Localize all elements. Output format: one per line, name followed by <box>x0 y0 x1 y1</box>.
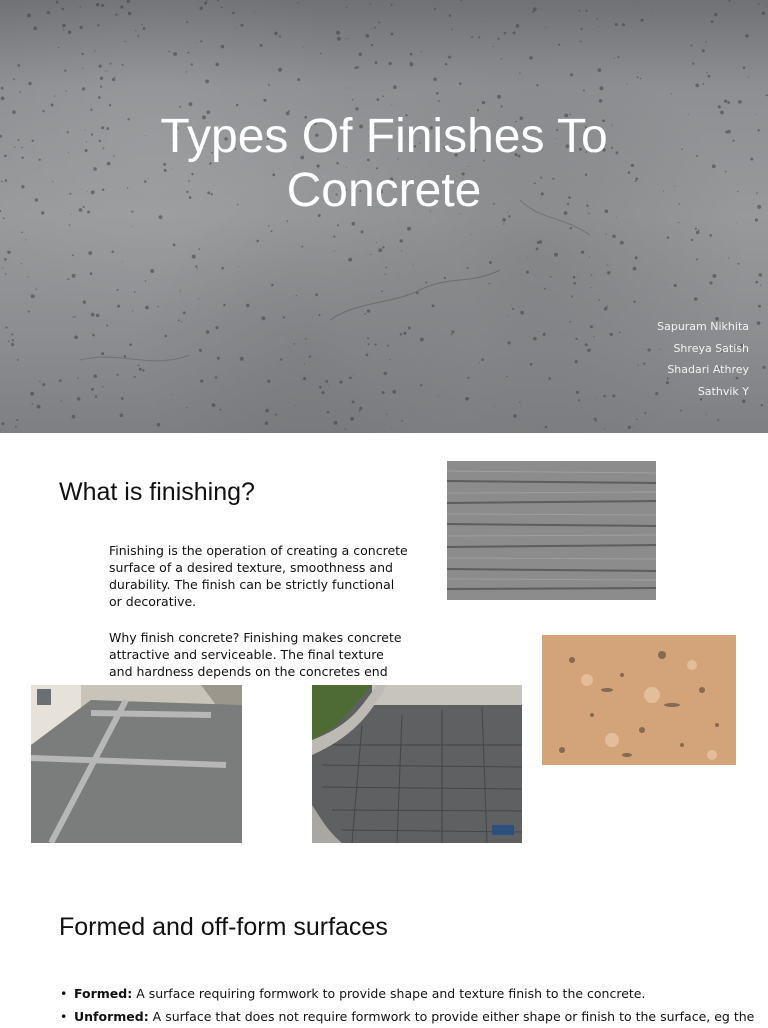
bullet-term: Unformed: <box>74 1009 149 1024</box>
broom-finish-driveway-photo <box>31 685 242 843</box>
exposed-aggregate-texture-photo <box>542 635 736 765</box>
bullet-text: A surface requiring formwork to provide shape and texture finish to the concrete. <box>132 986 646 1001</box>
title-line-2: Concrete <box>286 164 482 217</box>
presentation-title <box>84 110 684 218</box>
bullet-dot: • <box>60 1009 68 1024</box>
bullet-dot: • <box>60 986 68 1001</box>
author-list <box>657 316 749 402</box>
author-name: Shreya Satish <box>673 341 749 355</box>
section-heading-finishing: What is finishing? <box>59 478 255 506</box>
surfaces-bullet-list <box>60 982 755 1028</box>
finishing-definition-paragraph: Finishing is the operation of creating a concrete surface of a desired texture, smoothness and durability. The finish can be strictly functional or decorative. <box>109 543 408 609</box>
stamped-concrete-patio-photo <box>312 685 522 843</box>
bullet-text: A surface that does not require formwork to provide either shape or finish to the surface, eg the <box>148 1009 755 1024</box>
author-name: Sapuram Nikhita <box>657 320 749 333</box>
title-slide <box>0 0 768 433</box>
author-name: Sathvik Y <box>697 384 749 398</box>
bullet-formed <box>60 982 750 1005</box>
bullet-term: Formed: <box>74 986 133 1001</box>
section-heading-surfaces: Formed and off-form surfaces <box>59 913 388 941</box>
author-name: Shadari Athrey <box>667 363 749 376</box>
bullet-unformed <box>60 1005 755 1028</box>
why-finish-paragraph: Why finish concrete? Finishing makes concrete attractive and serviceable. The final texture and hardness depends on the concretes end <box>109 630 402 679</box>
board-formed-concrete-photo <box>447 461 656 600</box>
title-line-1: Types Of Finishes To <box>160 110 608 163</box>
